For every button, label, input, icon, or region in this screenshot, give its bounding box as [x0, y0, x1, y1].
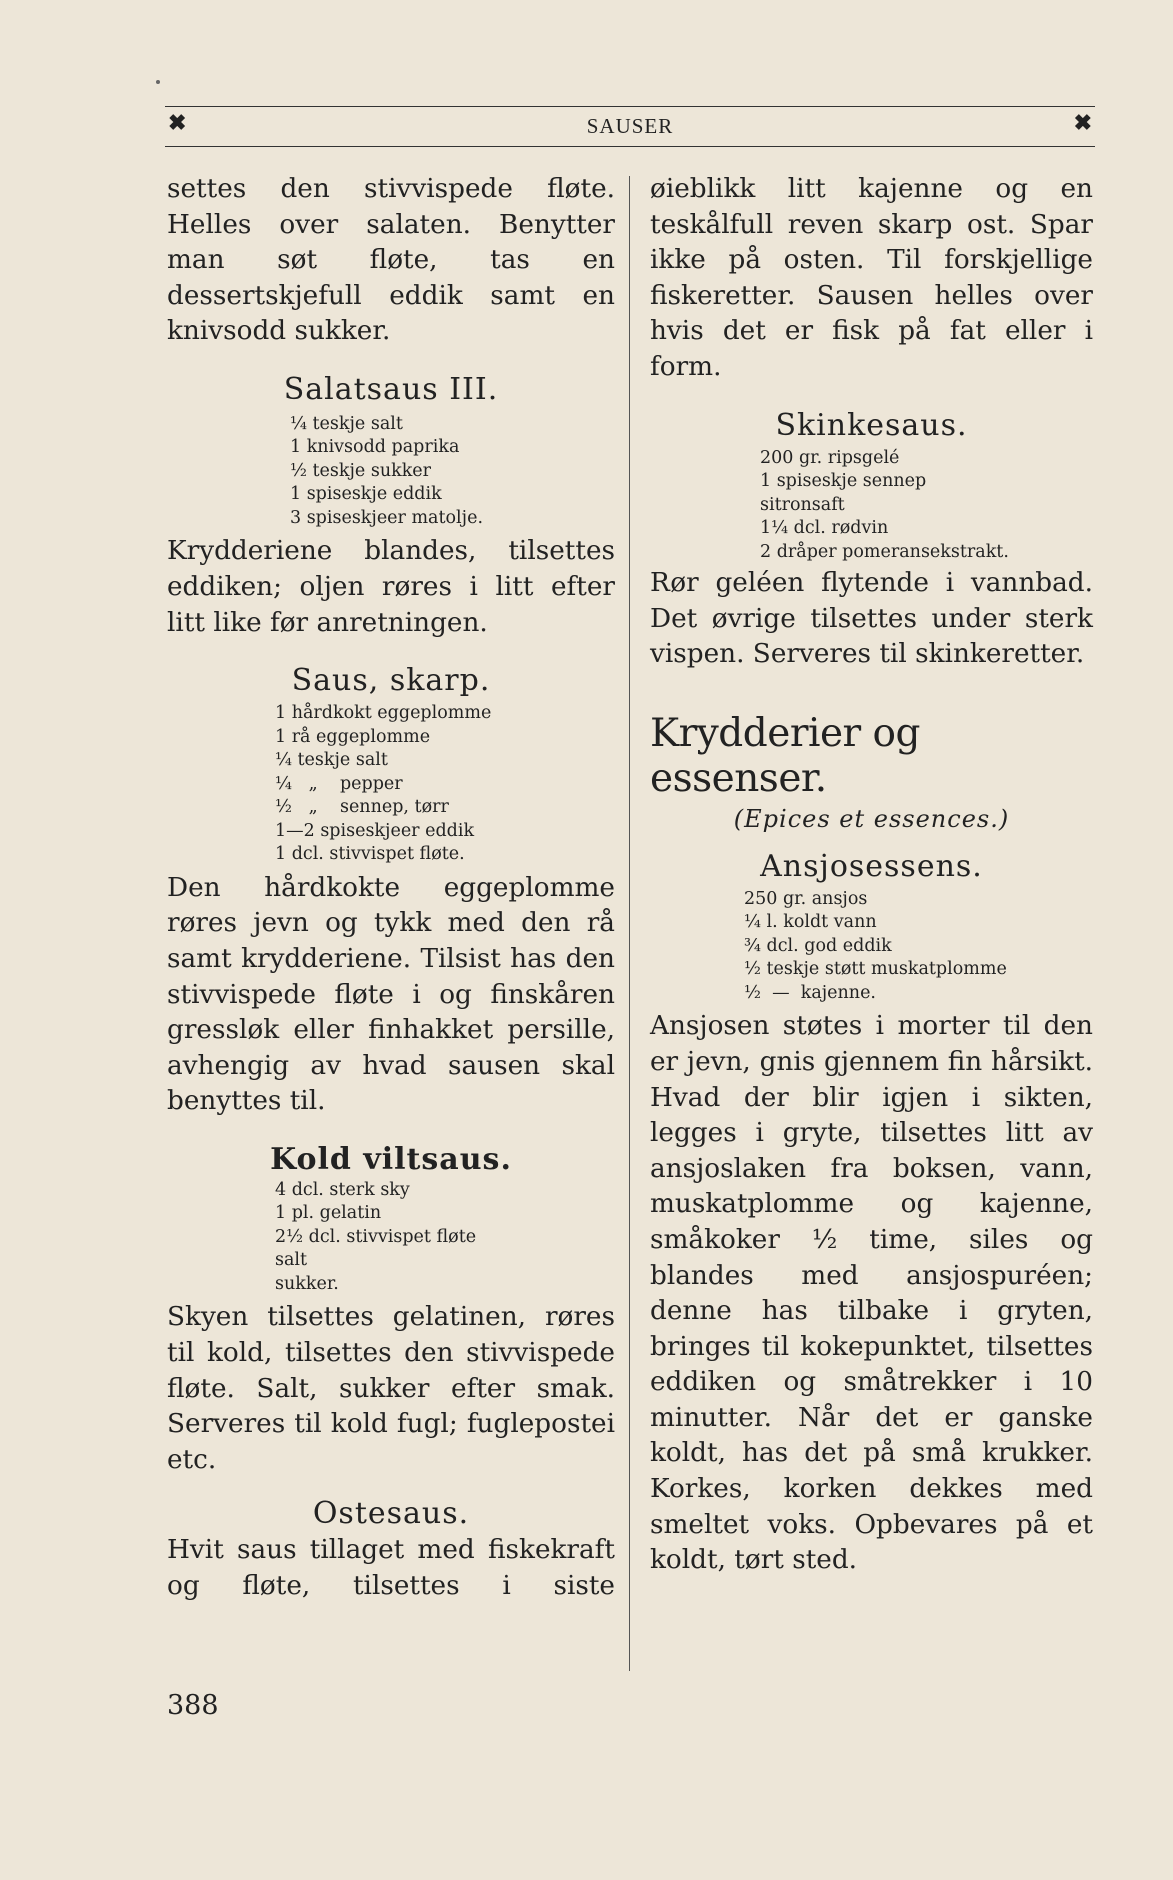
ingredient-list-ansjosessens: [744, 888, 1093, 1006]
recipe-text-kold-viltsaus: Skyen tilsettes gelatinen, røres til kold, tilsettes den stivvispede fløte. Salt, sukker efter smak. Serveres til kold fugl; fuglepostei etc.: [167, 1302, 615, 1475]
recipe-text-saus-skarp: Den hårdkokte eggeplomme røres jevn og tykk med den rå samt krydderiene. Tilsist has den stivvispede fløte i og finskåren gressløk eller finhakket persille, avhengig av hvad sausen skal benyttes til.: [167, 872, 615, 1117]
ingredient-list-saus-skarp: [275, 702, 615, 867]
right-column: [650, 172, 1093, 1579]
ingredient: 1 dcl. stivvispet fløte.: [275, 844, 465, 865]
ingredient: 4 dcl. sterk sky: [275, 1179, 410, 1200]
paragraph-continued-right: øieblikk litt kajenne og en teskålfull reven skarp ost. Spar ikke på osten. Til forskjellige fiskeretter. Sausen helles over hvis det er fisk på fat eller i form.: [650, 174, 1093, 382]
recipe-text-skinkesaus: Rør geléen flytende i vannbad. Det øvrige tilsettes under sterk vispen. Serveres til skinkeretter.: [650, 568, 1093, 670]
recipe-title-skinkesaus: Skinkesaus.: [775, 407, 968, 443]
ingredient: 250 gr. ansjos: [744, 888, 868, 909]
recipe-title-kold-viltsaus: Kold viltsaus.: [270, 1141, 512, 1177]
section-title: Krydderier og essenser.: [650, 710, 921, 801]
recipe-title-ansjosessens: Ansjosessens.: [760, 848, 983, 884]
recipe-title-ostesaus: Ostesaus.: [312, 1496, 470, 1532]
ingredient: sitronsaft: [760, 494, 845, 515]
ingredient: sukker.: [275, 1273, 339, 1294]
ingredient: 1 spiseskje eddik: [290, 484, 442, 505]
recipe-title-salatsaus: Salatsaus III.: [283, 371, 499, 407]
ingredient: 1 hårdkokt eggeplomme: [275, 703, 492, 724]
ink-speck: [156, 80, 160, 84]
ingredient: 1 rå eggeplomme: [275, 726, 431, 747]
recipe-text-ostesaus: Hvit saus tillaget med fiskekraft og fløte, tilsettes i siste: [167, 1535, 615, 1601]
header-ornament-left: ✖: [168, 110, 187, 136]
header-bottom-rule: [165, 146, 1095, 147]
running-header: [165, 110, 1095, 140]
ingredient: 200 gr. ripsgelé: [760, 447, 900, 468]
recipe-title-saus-skarp: Saus, skarp.: [291, 663, 491, 699]
header-top-rule: [165, 106, 1095, 107]
ingredient: 1 pl. gelatin: [275, 1203, 382, 1224]
ingredient: salt: [275, 1250, 308, 1271]
ingredient: ¾ dcl. god eddik: [744, 935, 892, 956]
paragraph-continued: settes den stivvispede fløte. Helles over salaten. Benytter man søt fløte, tas en dessertskjefull eddik samt en knivsodd sukker.: [167, 174, 615, 347]
ingredient: 2 dråper pomeransekstrakt.: [760, 541, 1009, 562]
header-ornament-right: ✖: [1073, 110, 1092, 136]
ingredient-list-kold-viltsaus: [275, 1179, 615, 1297]
ingredient: ½ „ sennep, tørr: [275, 797, 449, 818]
section-subtitle: (Epices et essences.): [733, 804, 1010, 833]
recipe-text-ansjosessens: Ansjosen støtes i morter til den er jevn, gnis gjennem fin hårsikt. Hvad der blir igjen i sikten, legges i gryte, tilsettes litt av ansjoslaken fra boksen, vann, muskatplomme og kajenne, småkoker ½ time, siles og blandes med ansjospuréen; denne has tilbake i gryten, bringes til kokepunktet, tilsettes eddiken og småtrekker i 10 minutter. Når det er ganske koldt, has det på små krukker. Korkes, korken dekkes med smeltet voks. Opbevares på et koldt, tørt sted.: [650, 1011, 1093, 1576]
ingredient: ¼ teskje salt: [275, 750, 388, 771]
ingredient: ¼ l. koldt vann: [744, 912, 877, 933]
ingredient: 1—2 spiseskjeer eddik: [275, 820, 475, 841]
recipe-text-salatsaus: Krydderiene blandes, tilsettes eddiken; oljen røres i litt efter litt like før anretningen.: [167, 536, 615, 638]
ingredient: ¼ teskje salt: [290, 413, 403, 434]
ingredient: ½ teskje sukker: [290, 460, 432, 481]
ingredient-list-skinkesaus: [760, 447, 1093, 565]
page-number: 388: [167, 1690, 219, 1721]
ingredient: 1 spiseskje sennep: [760, 471, 927, 492]
ingredient: ½ teskje støtt muskatplomme: [744, 959, 1007, 980]
ingredient: ½ — kajenne.: [744, 982, 876, 1003]
ingredient: 1¼ dcl. rødvin: [760, 518, 889, 539]
ingredient: 1 knivsodd paprika: [290, 437, 460, 458]
ingredient: 3 spiseskjeer matolje.: [290, 507, 484, 528]
column-divider: [629, 176, 630, 1671]
ingredient: ¼ „ pepper: [275, 773, 403, 794]
left-column: [167, 172, 615, 1605]
ingredient: 2½ dcl. stivvispet fløte: [275, 1226, 477, 1247]
ingredient-list-salatsaus: [290, 413, 615, 531]
header-title: SAUSER: [586, 114, 674, 138]
